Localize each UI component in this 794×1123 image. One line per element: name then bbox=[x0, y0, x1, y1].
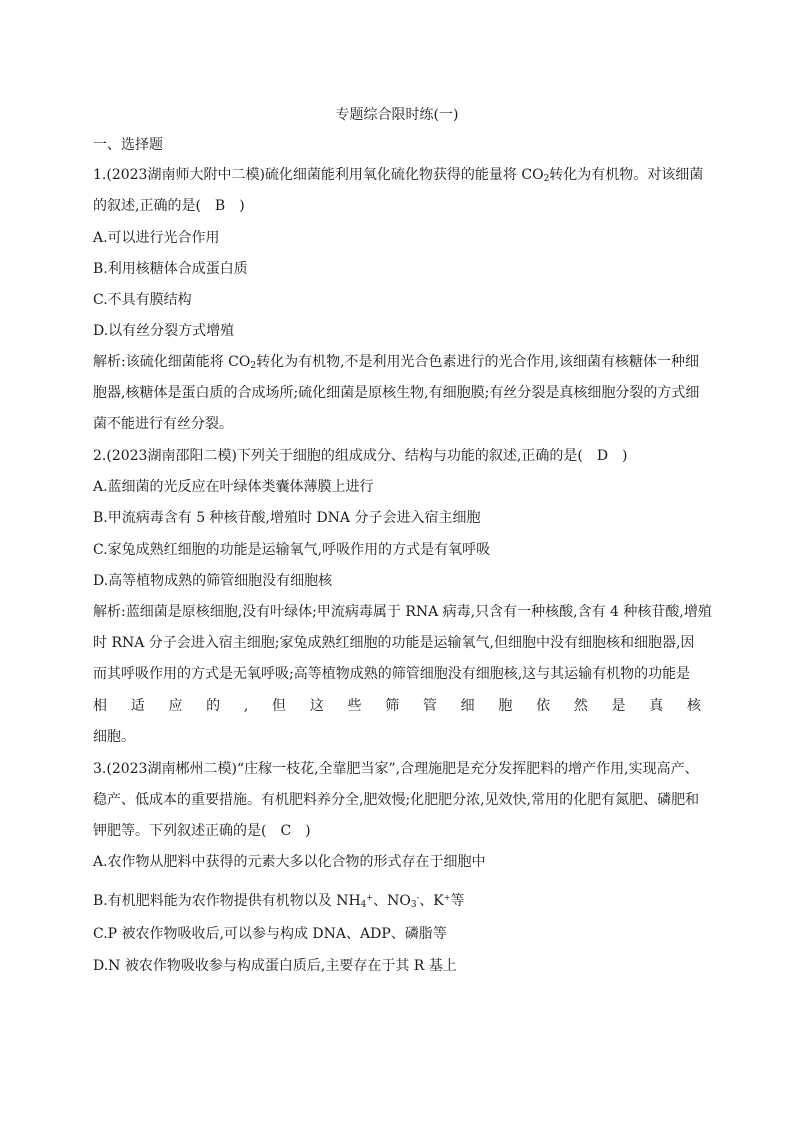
q2-option-c: C.家兔成熟红细胞的功能是运输氧气,呼吸作用的方式是有氧呼吸 bbox=[93, 542, 491, 558]
justified-char: 管 bbox=[422, 698, 437, 714]
q3-stem-line1: 3.(2023湖南郴州二模)“庄稼一枝花,全靠肥当家”,合理施肥是充分发挥肥料的增产作用,实现高产、 bbox=[93, 761, 699, 777]
justified-char: 应 bbox=[168, 698, 183, 714]
q2-analysis-line3: 而其呼吸作用的方式是无氧呼吸;高等植物成熟的筛管细胞没有细胞核,这与其运输有机物的功能是 bbox=[93, 666, 691, 682]
q3-stem-line3: 钾肥等。下列叙述正确的是( C ) bbox=[93, 823, 311, 839]
q2-stem: 2.(2023湖南邵阳二模)下列关于细胞的组成成分、结构与功能的叙述,正确的是( D ) bbox=[93, 448, 628, 464]
q1-analysis: 解析:该硫化细菌能将 $CO_2$转化为有机物,不是利用光合色素进行的光合作用,该细菌有核糖体一种细 bbox=[93, 354, 699, 371]
q2-option-d: D.高等植物成熟的筛管细胞没有细胞核 bbox=[93, 573, 333, 589]
q1-option-c: C.不具有膜结构 bbox=[93, 292, 192, 308]
section-heading: 一、选择题 bbox=[93, 137, 163, 153]
q1-analysis-line3: 菌不能进行有丝分裂。 bbox=[93, 416, 233, 432]
justified-char: 适 bbox=[130, 698, 145, 714]
justified-char: 相 bbox=[93, 698, 107, 714]
justified-char: 但 bbox=[272, 698, 287, 714]
q2-option-b: B.甲流病毒含有 5 种核苷酸,增殖时 DNA 分子会进入宿主细胞 bbox=[93, 510, 481, 526]
q2-option-a: A.蓝细菌的光反应在叶绿体类囊体薄膜上进行 bbox=[93, 479, 374, 495]
page-title: 专题综合限时练(一) bbox=[335, 107, 459, 123]
q3-stem-line2: 稳产、低成本的重要措施。有机肥料养分全,肥效慢;化肥肥分浓,见效快,常用的化肥有氮肥、磷肥和 bbox=[93, 792, 700, 808]
justified-char: 依 bbox=[536, 698, 551, 714]
q2-analysis-line1: 解析:蓝细菌是原核细胞,没有叶绿体;甲流病毒属于 RNA 病毒,只含有一种核酸,含有 4 种核苷酸,增殖 bbox=[93, 604, 712, 620]
q1-stem: 1.(2023湖南师大附中二模)硫化细菌能利用氧化硫化物获得的能量将 $CO_2$转化为有机物。对该细菌 bbox=[93, 167, 704, 184]
justified-char: 的 bbox=[206, 698, 221, 714]
justified-char: 真 bbox=[649, 698, 664, 714]
q3-option-a: A.农作物从肥料中获得的元素大多以化合物的形式存在于细胞中 bbox=[93, 854, 486, 870]
q2-analysis-line4 bbox=[93, 697, 701, 715]
q1-option-a: A.可以进行光合作用 bbox=[93, 230, 220, 246]
q1-stem-line2: 的叙述,正确的是( B ) bbox=[93, 198, 245, 214]
justified-char: 些 bbox=[347, 698, 362, 714]
justified-char: 核 bbox=[686, 698, 701, 714]
justified-char: 这 bbox=[309, 698, 324, 714]
q2-analysis-line2: 时 RNA 分子会进入宿主细胞;家兔成熟红细胞的功能是运输氧气,但细胞中没有细胞核和细胞器,因 bbox=[93, 635, 695, 651]
justified-char: 筛 bbox=[385, 698, 400, 714]
justified-char: 胞 bbox=[498, 698, 513, 714]
q2-analysis-line5: 细胞。 bbox=[93, 729, 135, 745]
justified-char: 然 bbox=[573, 698, 588, 714]
q1-analysis-line2: 胞器,核糖体是蛋白质的合成场所;硫化细菌是原核生物,有细胞膜;有丝分裂是真核细胞分裂的方式细 bbox=[93, 385, 700, 401]
q3-option-c: C.P 被农作物吸收后,可以参与构成 DNA、ADP、磷脂等 bbox=[93, 926, 447, 942]
q3-option-b: B.有机肥料能为农作物提供有机物以及 $NH_4^+$、$NO_3^-$、K+等 bbox=[93, 893, 465, 910]
justified-char: , bbox=[243, 698, 249, 714]
q1-option-d: D.以有丝分裂方式增殖 bbox=[93, 323, 235, 339]
q1-option-b: B.利用核糖体合成蛋白质 bbox=[93, 261, 248, 277]
justified-char: 是 bbox=[611, 698, 626, 714]
justified-char: 细 bbox=[460, 698, 475, 714]
q3-option-d: D.N 被农作物吸收参与构成蛋白质后,主要存在于其 R 基上 bbox=[93, 958, 457, 974]
